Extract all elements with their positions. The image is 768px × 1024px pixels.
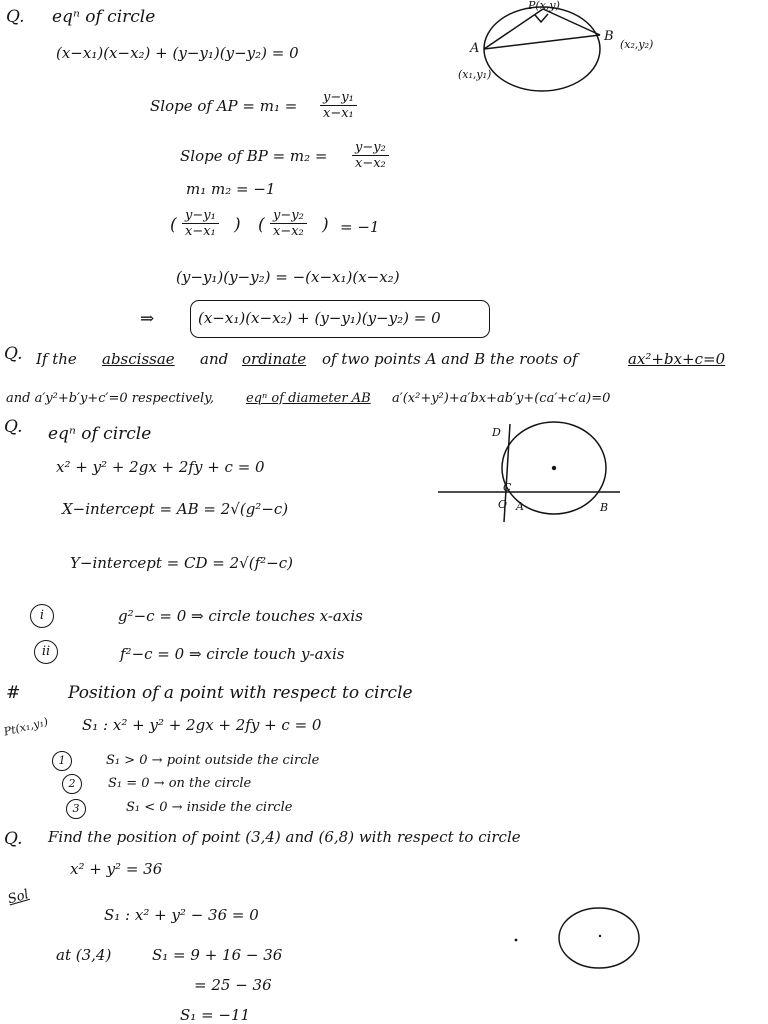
center-point — [552, 466, 556, 470]
slope-product: m₁ m₂ = −1 — [186, 180, 276, 198]
fraction-1 — [182, 208, 219, 239]
s1-result: S₁ = −11 — [180, 1006, 251, 1024]
paren-open-1: ( — [170, 215, 177, 235]
paren-open-2: ( — [258, 215, 265, 235]
point-d-label: D — [492, 426, 501, 439]
point-b-label: B — [600, 501, 609, 514]
question-marker: Q. — [4, 417, 23, 437]
point-a-label: A — [516, 500, 524, 513]
result-equation: (x−x₁)(x−x₂) + (y−y₁)(y−y₂) = 0 — [198, 309, 441, 327]
fraction-2 — [270, 208, 307, 239]
case-1-marker: i — [30, 604, 54, 628]
circle-shape — [484, 7, 600, 91]
stray-dot — [515, 939, 518, 942]
implies-arrow: ⇒ — [140, 309, 155, 329]
slope-bp-label: Slope of BP = m₂ = — [180, 147, 328, 165]
circle-equation: (x−x₁)(x−x₂) + (y−y₁)(y−y₂) = 0 — [56, 44, 299, 62]
y-intercept: Y−intercept = CD = 2√(f²−c) — [70, 554, 293, 572]
condition-2-text: S₁ = 0 → on the circle — [108, 776, 252, 791]
fraction-2-numerator: y−y₂ — [270, 208, 307, 224]
text-abscissae: abscissae — [102, 350, 175, 368]
fraction-1-numerator: y−y₁ — [182, 208, 219, 224]
condition-1-marker: 1 — [52, 751, 72, 771]
point-b-coords: (x₂,y₂) — [620, 38, 654, 51]
point-a-label: A — [470, 41, 480, 56]
paren-close-1: ) — [234, 215, 241, 235]
condition-3-marker: 3 — [66, 799, 86, 819]
s1-substitution: S₁ = 9 + 16 − 36 — [152, 946, 283, 964]
diameter-equation: a′(x²+y²)+a′bx+ab′y+(ca′+c′a)=0 — [392, 391, 611, 406]
section-hash: # — [6, 683, 21, 703]
text-second-quadratic: and a′y²+b′y+c′=0 respectively, — [6, 391, 214, 406]
solution-label: Sol — [6, 887, 31, 908]
text-ordinate: ordinate — [242, 350, 307, 368]
point-c-label: C — [503, 481, 512, 494]
point-a-coords: (x₁,y₁) — [458, 68, 492, 81]
question-marker: Q. — [4, 829, 23, 849]
section-heading: eqⁿ of circle — [48, 424, 152, 444]
section-heading: Position of a point with respect to circle — [68, 683, 413, 703]
case-2-text: f²−c = 0 ⇒ circle touch y-axis — [120, 645, 345, 663]
condition-1-text: S₁ > 0 → point outside the circle — [106, 753, 320, 768]
text-and: and — [200, 350, 229, 368]
general-circle-equation: x² + y² + 2gx + 2fy + c = 0 — [56, 458, 265, 476]
step-equation: (y−y₁)(y−y₂) = −(x−x₁)(x−x₂) — [176, 268, 400, 286]
point-b-label: B — [604, 29, 614, 44]
product-rhs: = −1 — [340, 218, 380, 236]
slope-bp-numerator: y−y₂ — [352, 140, 389, 156]
circle-shape — [559, 908, 639, 968]
origin-label: O — [498, 498, 508, 511]
question-marker: Q. — [6, 7, 25, 27]
circle-x2-y2-36: x² + y² = 36 — [70, 860, 163, 878]
case-1-text: g²−c = 0 ⇒ circle touches x-axis — [118, 607, 363, 625]
center-dot — [599, 935, 601, 937]
condition-2-marker: 2 — [62, 774, 82, 794]
slope-ap-denominator: x−x₁ — [323, 106, 354, 121]
intercept-circle-figure — [436, 418, 626, 528]
small-circle-figure — [510, 900, 650, 980]
question-text: Find the position of point (3,4) and (6,8) with respect to circle — [48, 828, 521, 846]
x-intercept: X−intercept = AB = 2√(g²−c) — [62, 500, 289, 518]
slope-bp-fraction — [352, 140, 389, 171]
question-marker: Q. — [4, 344, 23, 364]
s1-equation: S₁ : x² + y² − 36 = 0 — [104, 906, 259, 924]
s1-definition: S₁ : x² + y² + 2gx + 2fy + c = 0 — [82, 716, 322, 734]
slope-ap-numerator: y−y₁ — [320, 90, 357, 106]
point-label: Pt(x₁,y₁) — [2, 715, 50, 739]
text-eq-diameter: eqⁿ of diameter AB — [246, 391, 371, 406]
fraction-2-denominator: x−x₂ — [273, 224, 304, 239]
text-roots: of two points A and B the roots of — [322, 350, 578, 368]
slope-ap-fraction — [320, 90, 357, 121]
case-2-marker: ii — [34, 640, 58, 664]
right-angle-mark — [535, 14, 548, 22]
at-point-label: at (3,4) — [56, 946, 112, 964]
fraction-1-denominator: x−x₁ — [185, 224, 216, 239]
point-p-label: P(x,y) — [528, 0, 560, 12]
text-if-the: If the — [36, 350, 77, 368]
condition-3-text: S₁ < 0 → inside the circle — [126, 800, 293, 815]
slope-ap-label: Slope of AP = m₁ = — [150, 97, 298, 115]
paren-close-2: ) — [322, 215, 329, 235]
section-heading: eqⁿ of circle — [52, 7, 156, 27]
slope-bp-denominator: x−x₂ — [355, 156, 386, 171]
quadratic-x: ax²+bx+c=0 — [628, 350, 726, 368]
s1-simplified: = 25 − 36 — [194, 976, 272, 994]
